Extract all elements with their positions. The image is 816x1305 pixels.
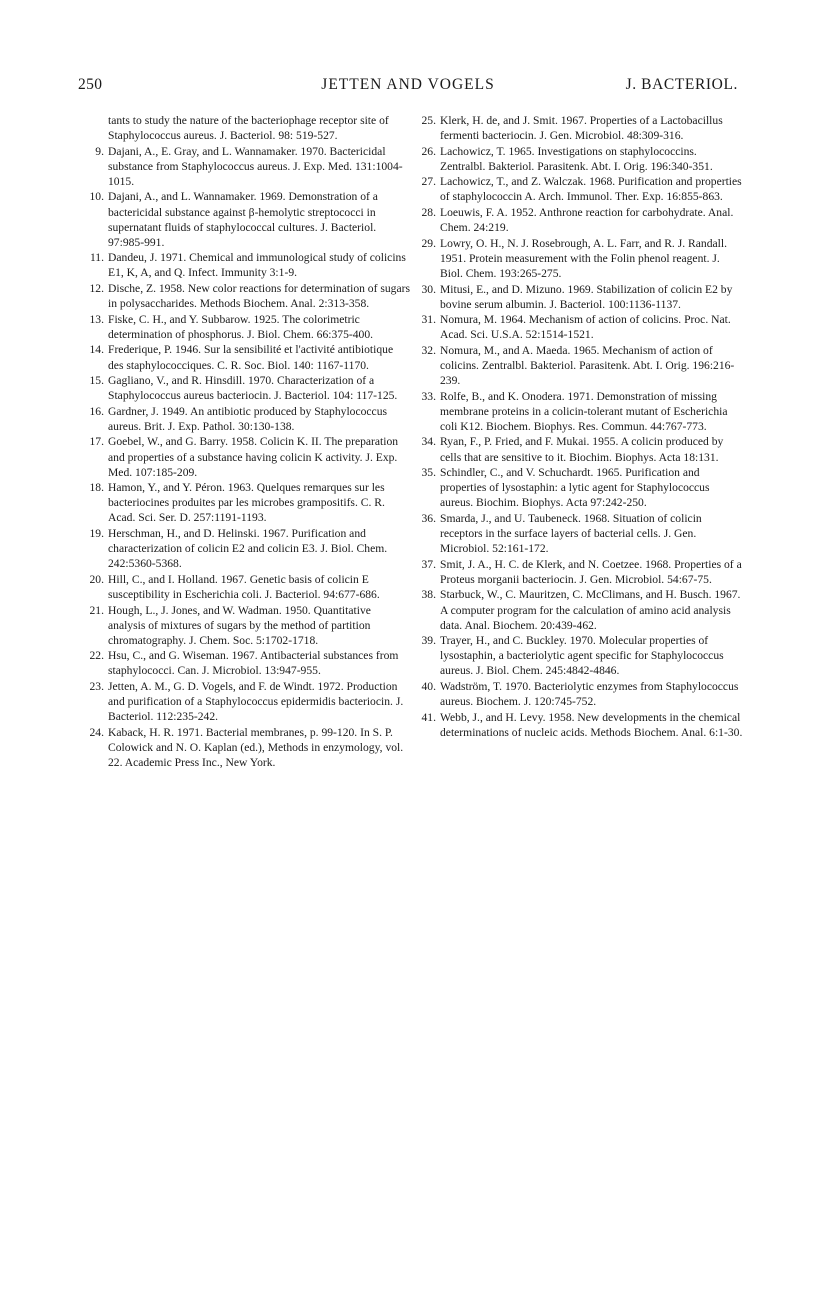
reference-number: 24. [89,725,104,739]
reference-text: Fiske, C. H., and Y. Subbarow. 1925. The colorimetric determination of phosphorus. J. Biol. Chem. 66:375-400. [108,312,374,341]
reference-item [418,434,743,464]
reference-number: 39. [421,634,436,648]
reference-number: 12. [89,282,104,296]
reference-text: Lachowicz, T., and Z. Walczak. 1968. Purification and properties of staphylococcin A. Arch. Immunol. Ther. Exp. 16:855-863. [440,175,742,204]
reference-item [86,603,411,648]
reference-number: 10. [89,190,104,204]
reference-number: 34. [421,435,436,449]
reference-text: Ryan, F., P. Fried, and F. Mukai. 1955. A colicin produced by cells that are sensitive to it. Biochim. Biophys. Acta 18:131. [440,435,724,464]
reference-item [86,144,411,189]
reference-number: 26. [421,144,436,158]
reference-text: Herschman, H., and D. Helinski. 1967. Purification and characterization of colicin E2 and colicin E3. J. Biol. Chem. 242:5360-5368. [108,527,388,571]
reference-item [418,205,743,235]
reference-text: Schindler, C., and V. Schuchardt. 1965. Purification and properties of lysostaphin: a lytic agent for Staphylococcus aureus. Biochim. Biophys. Acta 97:242-250. [440,466,710,510]
reference-item [86,480,411,525]
reference-number: 38. [421,588,436,602]
reference-item [86,281,411,311]
reference-item [418,633,743,678]
references-left-column [86,113,411,771]
reference-number: 40. [421,679,436,693]
reference-item [86,312,411,342]
reference-text: Starbuck, W., C. Mauritzen, C. McClimans, and H. Busch. 1967. A computer program for the calculation of amino acid analysis data. Anal. Biochem. 20:439-462. [440,588,741,632]
reference-item [86,113,411,143]
reference-item [86,434,411,479]
reference-number: 23. [89,679,104,693]
reference-text: Rolfe, B., and K. Onodera. 1971. Demonstration of missing membrane proteins in a colicin-tolerant mutant of Escherichia coli K12. Biochem. Biophys. Res. Commun. 44:767-773. [440,389,728,433]
page-header [78,76,738,100]
reference-item [418,465,743,510]
reference-text: Nomura, M. 1964. Mechanism of action of colicins. Proc. Nat. Acad. Sci. U.S.A. 52:1514-1521. [440,313,731,342]
reference-text: Gagliano, V., and R. Hinsdill. 1970. Characterization of a Staphylococcus aureus bacteriocin. J. Bacteriol. 104: 117-125. [108,374,398,403]
reference-number: 35. [421,466,436,480]
reference-number: 19. [89,527,104,541]
reference-item [418,511,743,556]
running-head-journal: J. BACTERIOL. [625,76,738,93]
reference-number: 27. [421,175,436,189]
reference-text: Lowry, O. H., N. J. Rosebrough, A. L. Farr, and R. J. Randall. 1951. Protein measurement with the Folin phenol reagent. J. Biol. Chem. 193:265-275. [440,236,727,280]
reference-text: Hamon, Y., and Y. Péron. 1963. Quelques remarques sur les bacteriocines produites par les microbes grampositifs. C. R. Acad. Sci. Ser. D. 257:1191-1193. [108,481,385,525]
reference-text: Loeuwis, F. A. 1952. Anthrone reaction for carbohydrate. Anal. Chem. 24:219. [440,206,734,235]
reference-number: 20. [89,572,104,586]
reference-item [86,526,411,571]
reference-text: Nomura, M., and A. Maeda. 1965. Mechanism of action of colicins. Zentralbl. Bakteriol. Parasitenk. Abt. I. Orig. 196:216-239. [440,343,735,388]
reference-number: 41. [421,710,436,724]
reference-number: 36. [421,511,436,525]
reference-number: 17. [89,435,104,449]
reference-number: 15. [89,374,104,388]
references-right-column [418,113,743,740]
reference-text: Frederique, P. 1946. Sur la sensibilité et l'activité antibiotique des staphylococciques. C. R. Soc. Biol. 140: 1167-1170. [108,343,394,372]
reference-number: 31. [421,313,436,327]
reference-text: Lachowicz, T. 1965. Investigations on staphylococcins. Zentralbl. Bakteriol. Parasitenk. Abt. I. Orig. 196:340-351. [440,144,713,173]
reference-number: 37. [421,557,436,571]
reference-item [418,557,743,587]
reference-text: Hill, C., and I. Holland. 1967. Genetic basis of colicin E susceptibility in Escherichia coli. J. Bacteriol. 94:677-686. [108,572,380,601]
reference-text: Smit, J. A., H. C. de Klerk, and N. Coetzee. 1968. Properties of a Proteus morganii bacteriocin. J. Gen. Microbiol. 54:67-75. [440,557,742,586]
reference-number: 25. [421,114,436,127]
reference-text: Goebel, W., and G. Barry. 1958. Colicin K. II. The preparation and properties of a substance having colicin K activity. J. Exp. Med. 107:185-209. [108,435,399,479]
reference-item [418,710,743,740]
reference-number: 22. [89,649,104,663]
reference-item [86,250,411,280]
reference-item [86,373,411,403]
reference-text: Webb, J., and H. Levy. 1958. New developments in the chemical determinations of nucleic acids. Methods Biochem. Anal. 6:1-30. [440,710,743,739]
reference-item [418,282,743,312]
page-number: 250 [78,76,103,93]
reference-item [418,174,743,204]
reference-text: Dajani, A., and L. Wannamaker. 1969. Demonstration of a bactericidal substance against β-hemolytic streptococci in supernatant fluids of staphylococcal cultures. J. Bacteriol. 97:985-991. [108,190,378,249]
reference-text: Hough, L., J. Jones, and W. Wadman. 1950. Quantitative analysis of mixtures of sugars by the method of partition chromatography. J. Chem. Soc. 5:1702-1718. [108,603,371,647]
reference-number: 29. [421,236,436,250]
reference-item [418,236,743,281]
reference-text: Smarda, J., and U. Taubeneck. 1968. Situation of colicin receptors in the surface layers of bacterial cells. J. Gen. Microbiol. 52:161-172. [440,511,702,556]
reference-item [86,572,411,602]
reference-item [418,679,743,709]
reference-text: Trayer, H., and C. Buckley. 1970. Molecular properties of lysostaphin, a bacteriolytic agent specific for Staphylococcus aureus. J. Biol. Chem. 245:4842-4846. [440,634,724,678]
reference-number: 30. [421,282,436,296]
reference-item [418,113,743,143]
reference-text: tants to study the nature of the bacteriophage receptor site of Staphylococcus aureus. J. Bacteriol. 98: 519-527. [108,114,389,143]
reference-text: Dische, Z. 1958. New color reactions for determination of sugars in polysaccharides. Methods Biochem. Anal. 2:313-358. [108,282,410,311]
reference-text: Mitusi, E., and D. Mizuno. 1969. Stabilization of colicin E2 by bovine serum albumin. J. Bacteriol. 100:1136-1137. [440,282,733,311]
reference-number: 13. [89,312,104,326]
reference-item [418,587,743,632]
reference-number: 9. [95,144,104,158]
reference-item [86,679,411,724]
reference-number: 33. [421,389,436,403]
reference-number: 32. [421,343,436,357]
reference-number: 28. [421,206,436,220]
reference-item [86,648,411,678]
reference-text: Kaback, H. R. 1971. Bacterial membranes, p. 99-120. In S. P. Colowick and N. O. Kaplan (ed.), Methods in enzymology, vol. 22. Academic Press Inc., New York. [108,725,404,769]
reference-text: Klerk, H. de, and J. Smit. 1967. Properties of a Lactobacillus fermenti bacteriocin. J. Gen. Microbiol. 48:309-316. [440,114,723,143]
reference-text: Gardner, J. 1949. An antibiotic produced by Staphylococcus aureus. Brit. J. Exp. Pathol. 30:130-138. [108,404,388,433]
reference-text: Jetten, A. M., G. D. Vogels, and F. de Windt. 1972. Production and purification of a Staphylococcus epidermidis bacteriocin. J. Bacteriol. 112:235-242. [108,679,404,724]
reference-number: 18. [89,481,104,495]
reference-item [86,404,411,434]
reference-number: 16. [89,404,104,418]
reference-text: Dandeu, J. 1971. Chemical and immunological study of colicins E1, K, A, and Q. Infect. Immunity 3:1-9. [108,251,406,280]
reference-item [418,144,743,174]
reference-item [86,342,411,372]
reference-item [86,725,411,770]
reference-number: 11. [89,251,104,265]
reference-item [418,312,743,342]
reference-text: Dajani, A., E. Gray, and L. Wannamaker. 1970. Bactericidal substance from Staphylococcus aureus. J. Exp. Med. 131:1004-1015. [108,144,403,188]
reference-number: 14. [89,343,104,357]
reference-text: Hsu, C., and G. Wiseman. 1967. Antibacterial substances from staphylococci. Can. J. Microbiol. 13:947-955. [108,649,399,678]
reference-item [418,389,743,434]
reference-item [418,343,743,388]
reference-text: Wadström, T. 1970. Bacteriolytic enzymes from Staphylococcus aureus. Biochem. J. 120:745-752. [440,679,739,709]
reference-item [86,189,411,249]
running-head-authors: JETTEN AND VOGELS [321,76,495,93]
reference-number: 21. [89,603,104,617]
